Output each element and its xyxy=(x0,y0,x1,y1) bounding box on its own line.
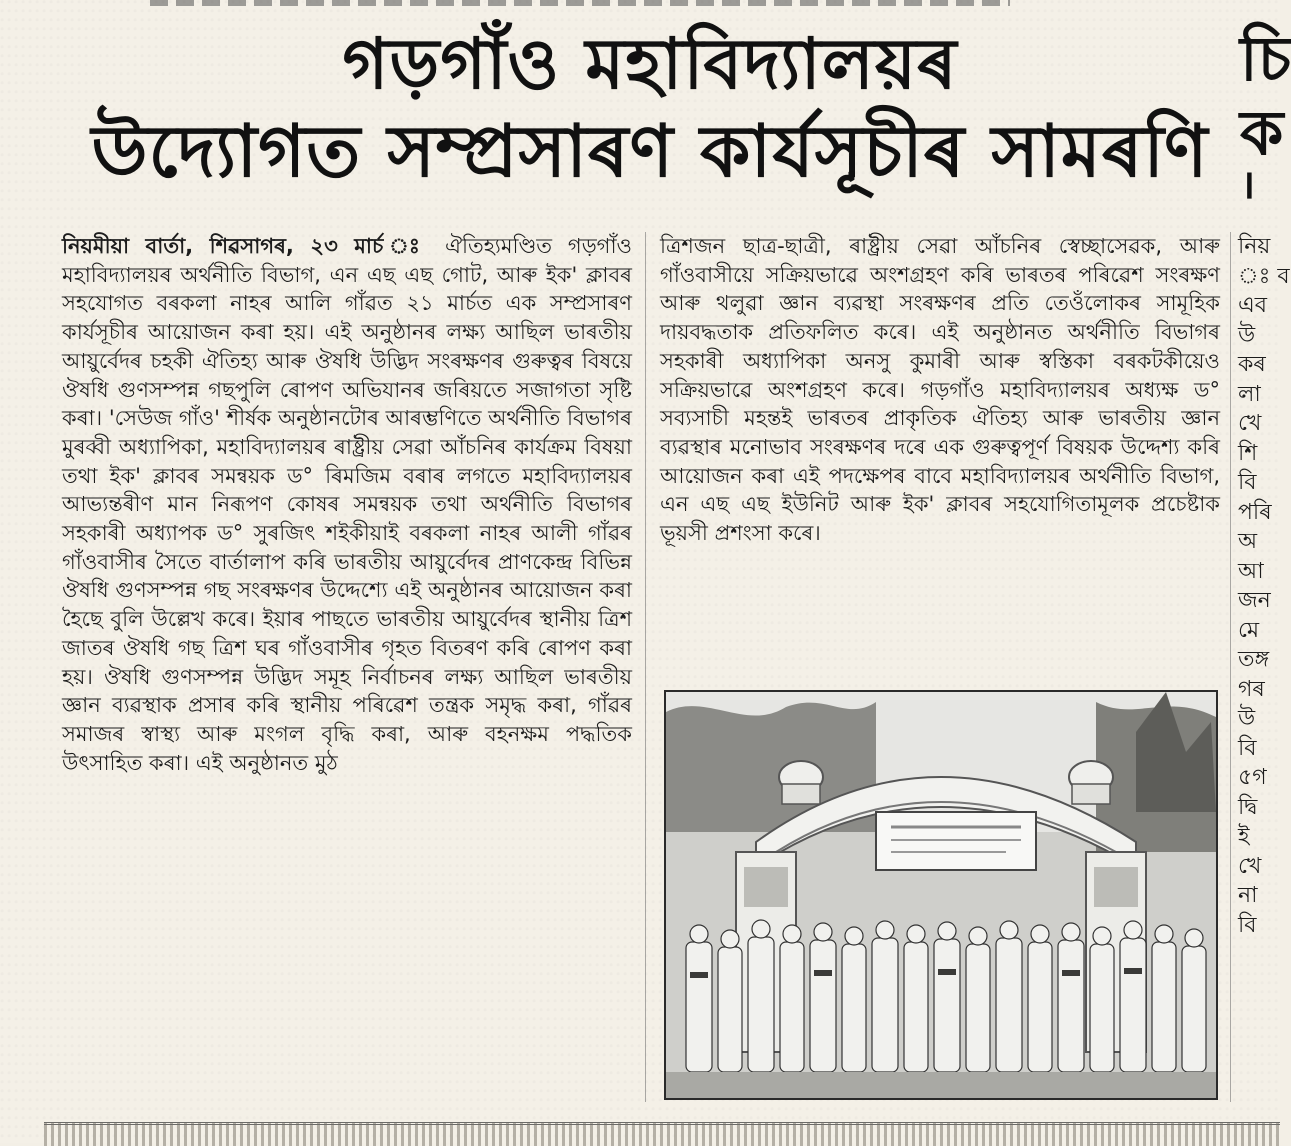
adjacent-article-column xyxy=(1238,232,1290,940)
adjacent-text-fragment: আ xyxy=(1238,558,1264,584)
adjacent-text-fragment: মে xyxy=(1238,617,1260,643)
column-divider-right xyxy=(1230,232,1231,1102)
article-column-1 xyxy=(62,232,632,777)
adjacent-text-fragment: লা xyxy=(1238,381,1261,407)
article-body-1: ঐতিহ্যমণ্ডিত গড়গাঁও মহাবিদ্যালয়ৰ অৰ্থনীতি বিভাগ, এন এছ এছ গোট, আৰু ইক' ক্লাবৰ সহযোগত বৰকলা নাহৰ আলি গাঁৱত ২১ মাৰ্চত এক সম্প্ৰসাৰণ কাৰ্যসূচীৰ আয়োজন কৰা হয়। এই অনুষ্ঠানৰ লক্ষ্য আছিল ভাৰতীয় আয়ুৰ্বেদৰ চহকী ঐতিহ্য আৰু ঔষধি উদ্ভিদ সংৰক্ষণৰ গুৰুত্বৰ বিষয়ে ঔষধি গুণসম্পন্ন গছপুলি ৰোপণ অভিযানৰ জৰিয়তে সজাগতা সৃষ্টি কৰা। 'সেউজ গাঁও' শীৰ্ষক অনুষ্ঠানটোৰ আৰম্ভণিতে অৰ্থনীতি বিভাগৰ মুৰব্বী অধ্যাপিকা, মহাবিদ্যালয়ৰ ৰাষ্ট্ৰীয় সেৱা আঁচনিৰ কাৰ্যক্ৰম বিষয়া তথা ইক' ক্লাবৰ সমন্বয়ক ড° ৰিমজিম বৰাৰ লগতে মহাবিদ্যালয়ৰ আভ্যন্তৰীণ মান নিৰূপণ কোষৰ সমন্বয়ক তথা অৰ্থনীতি বিভাগৰ সহকাৰী অধ্যাপক ড° সুৰজিৎ শইকীয়াই বৰকলা নাহৰ আলী গাঁৱৰ গাঁওবাসীৰ সৈতে বাৰ্তালাপ কৰি ভাৰতীয় আয়ুৰ্বেদৰ প্ৰাণকেন্দ্ৰ বিভিন্ন ঔষধি গুণসম্পন্ন গছ সংৰক্ষণৰ উদ্দেশ্যে এই অনুষ্ঠানৰ আয়োজন কৰা হৈছে বুলি উল্লেখ কৰে। ইয়াৰ পাছতে ভাৰতীয় আয়ুৰ্বেদৰ স্থানীয় ত্ৰিশ জাতৰ ঔষধি গছ ত্ৰিশ ঘৰ গাঁওবাসীৰ গৃহত বিতৰণ কৰি ৰোপণ কৰা হয়। ঔষধি গুণসম্পন্ন উদ্ভিদ সমূহ নিৰ্বাচনৰ লক্ষ্য আছিল ভাৰতীয় জ্ঞান ব্যৱস্থাক প্ৰসাৰ কৰি স্থানীয় পৰিৱেশ তন্ত্ৰক সমৃদ্ধ কৰা, গাঁৱৰ সমাজৰ স্বাস্থ্য আৰু মংগল বৃদ্ধি কৰা, আৰু বহনক্ষম পদ্ধতিক উৎসাহিত কৰা। এই অনুষ্ঠানত মুঠ xyxy=(62,234,632,775)
adjacent-text-fragment: ঃ ব xyxy=(1238,263,1290,289)
page-bottom-border xyxy=(44,1122,1280,1146)
adjacent-headline-fragment-1: চি xyxy=(1240,22,1291,95)
adjacent-text-fragment: খে xyxy=(1238,853,1262,879)
adjacent-text-fragment: পৰি xyxy=(1238,499,1272,525)
adjacent-text-fragment: কৰ xyxy=(1238,352,1266,377)
adjacent-text-fragment: উ xyxy=(1238,322,1256,348)
adjacent-text-fragment: তঙ্গ xyxy=(1238,647,1270,672)
adjacent-text-fragment: নিয় xyxy=(1238,234,1271,259)
headline-line-1: গড়গাঁও মহাবিদ্যালয়ৰ xyxy=(342,23,958,105)
article-dateline: নিয়মীয়া বাৰ্তা, শিৱসাগৰ, ২৩ মাৰ্চ ঃ xyxy=(62,234,430,258)
article-column-2 xyxy=(660,232,1220,548)
news-photo xyxy=(664,690,1218,1100)
adjacent-text-fragment: বি xyxy=(1238,912,1257,938)
adjacent-text-fragment: এব xyxy=(1238,293,1267,318)
adjacent-text-fragment: শি xyxy=(1238,440,1258,466)
headline-line-2: উদ্যোগত সম্প্ৰসাৰণ কাৰ্যসূচীৰ সামৰণি xyxy=(91,109,1209,193)
adjacent-text-fragment: উ xyxy=(1238,706,1256,731)
adjacent-headline-fragment-2: ক xyxy=(1240,96,1284,169)
adjacent-text-fragment: ই xyxy=(1238,824,1250,849)
adjacent-text-fragment: বি xyxy=(1238,470,1257,495)
cropped-previous-text xyxy=(150,0,1010,6)
adjacent-text-fragment: দ্বি xyxy=(1238,794,1258,820)
adjacent-text-fragment: জন xyxy=(1238,588,1271,613)
adjacent-text-fragment: ৫গ xyxy=(1238,765,1267,790)
article-body-2: ত্ৰিশজন ছাত্ৰ-ছাত্ৰী, ৰাষ্ট্ৰীয় সেৱা আঁচনিৰ স্বেচ্ছাসেৱক, আৰু গাঁওবাসীয়ে সক্ৰিয়ভাৱে অংশগ্ৰহণ কৰি ভাৰতৰ পৰিৱেশ সংৰক্ষণ আৰু থলুৱা জ্ঞান ব্যৱস্থা সংৰক্ষণৰ প্ৰতি তেওঁলোকৰ সামূহিক দায়বদ্ধতাক প্ৰতিফলিত কৰে। এই অনুষ্ঠানত অৰ্থনীতি বিভাগৰ সহকাৰী অধ্যাপিকা অনসু কুমাৰী আৰু স্বস্তিকা বৰকটকীয়েও সক্ৰিয়ভাৱে অংশগ্ৰহণ কৰে। গড়গাঁও মহাবিদ্যালয়ৰ অধ্যক্ষ ড° সব্যসাচী মহন্তই ভাৰতৰ প্ৰাকৃতিক ঐতিহ্য আৰু ভাৰতীয় জ্ঞান ব্যৱস্থাৰ মনোভাব সংৰক্ষণৰ দৰে এক গুৰুত্বপূৰ্ণ বিষয়ক উদ্দেশ্য কৰি আয়োজন কৰা এই পদক্ষেপৰ বাবে মহাবিদ্যালয়ৰ অৰ্থনীতি বিভাগ, এন এছ এছ ইউনিট আৰু ইক' ক্লাবৰ সহযোগিতামূলক প্ৰচেষ্টাক ভূয়সী প্ৰশংসা কৰে। xyxy=(660,234,1220,546)
adjacent-text-fragment: না xyxy=(1238,883,1258,908)
adjacent-text-fragment: বি xyxy=(1238,735,1257,761)
adjacent-text-fragment: গৰ xyxy=(1238,676,1265,702)
group-photo-illustration xyxy=(666,692,1216,1098)
adjacent-text-fragment: অ xyxy=(1238,529,1258,554)
adjacent-text-fragment: খে xyxy=(1238,411,1262,436)
adjacent-headline-fragment-3: । xyxy=(1240,162,1256,208)
column-divider xyxy=(645,232,646,1102)
